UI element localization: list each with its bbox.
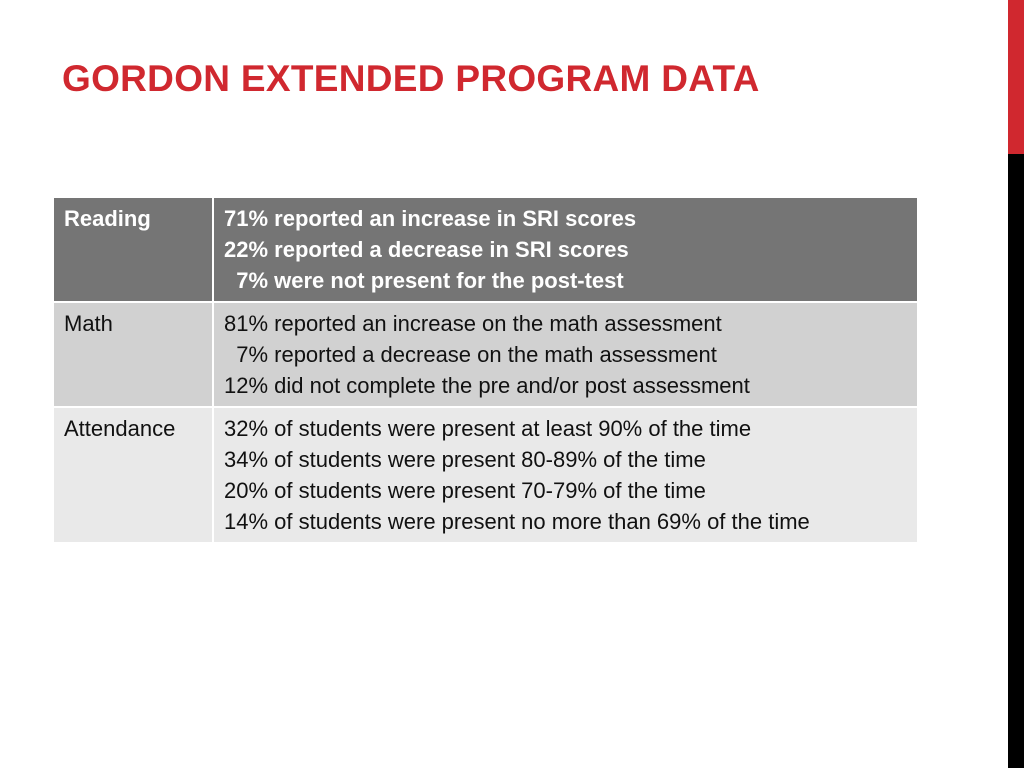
detail-line: 32% of students were present at least 90% of the time <box>224 416 752 441</box>
detail-line: 14% of students were present no more than 69% of the time <box>224 509 810 534</box>
detail-line: 81% reported an increase on the math assessment <box>224 311 722 336</box>
row-label: Reading <box>53 197 213 302</box>
detail-line: 7% were not present for the post-test <box>224 268 624 293</box>
table-row-math <box>53 302 918 407</box>
row-label: Math <box>53 302 213 407</box>
detail-line: 71% reported an increase in SRI scores <box>224 206 637 231</box>
row-label: Attendance <box>53 407 213 543</box>
program-data-table <box>52 196 919 544</box>
accent-bar-black <box>1008 154 1024 768</box>
detail-line: 22% reported a decrease in SRI scores <box>224 237 629 262</box>
table-row-attendance <box>53 407 918 543</box>
table-row-reading <box>53 197 918 302</box>
detail-line: 12% did not complete the pre and/or post assessment <box>224 373 750 398</box>
detail-line: 34% of students were present 80-89% of the time <box>224 447 706 472</box>
row-details <box>213 302 918 407</box>
row-details <box>213 197 918 302</box>
detail-line: 20% of students were present 70-79% of the time <box>224 478 706 503</box>
slide-title: GORDON EXTENDED PROGRAM DATA <box>62 58 760 99</box>
accent-bar-red <box>1008 0 1024 154</box>
detail-line: 7% reported a decrease on the math assessment <box>224 342 717 367</box>
row-details <box>213 407 918 543</box>
